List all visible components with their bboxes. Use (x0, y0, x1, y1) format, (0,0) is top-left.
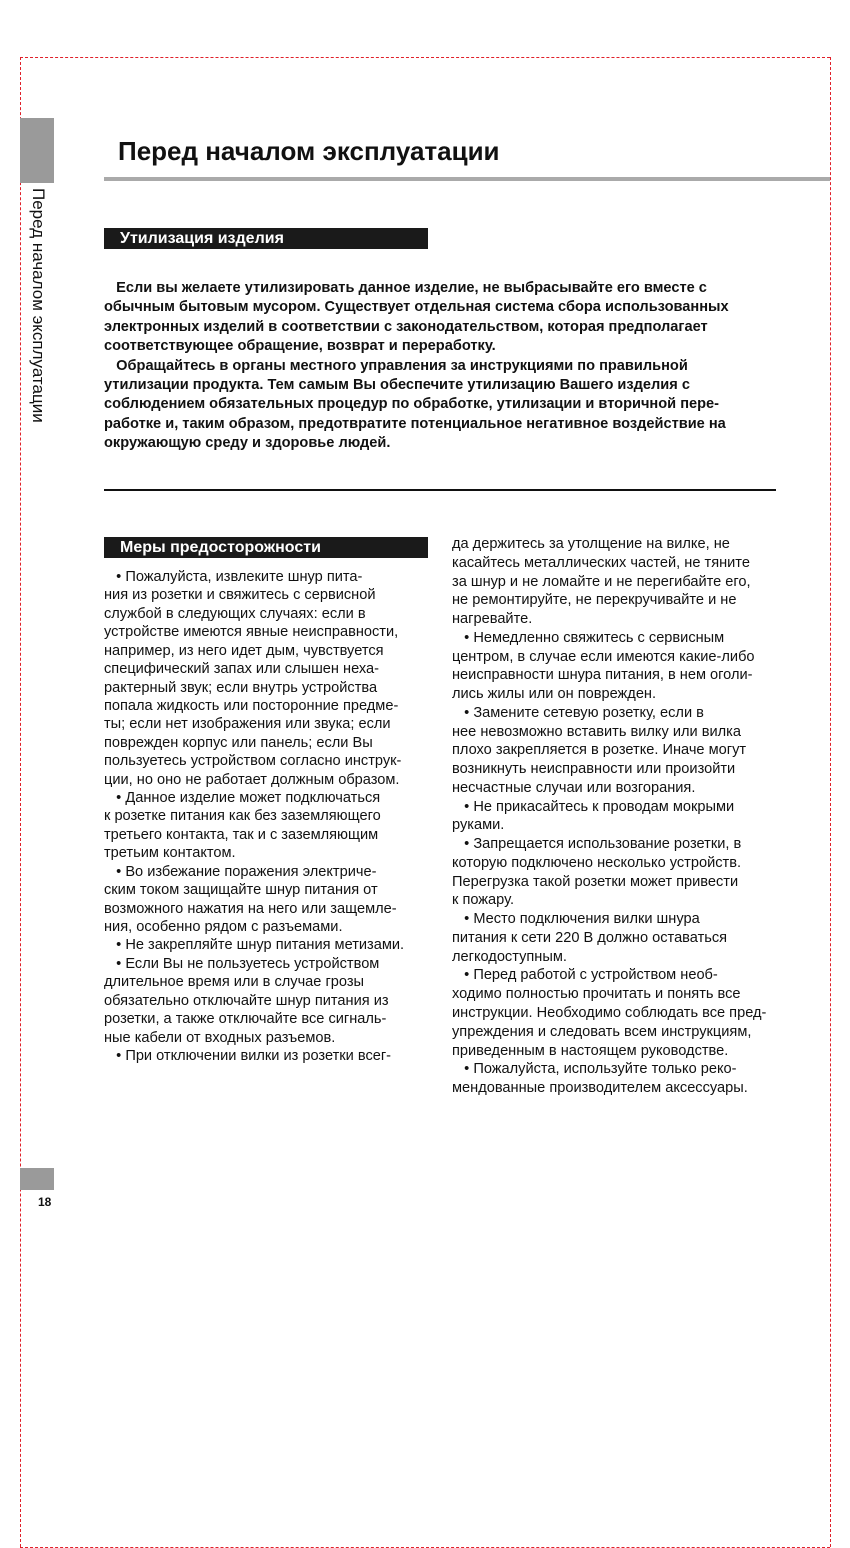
text-line: поврежден корпус или панель; если Вы (104, 734, 373, 751)
text-line: плохо закрепляется в розетке. Иначе могут (452, 742, 747, 759)
text-line: • Пожалуйста, используйте только реко- (452, 1061, 737, 1078)
text-line: • Во избежание поражения электриче- (104, 863, 377, 880)
text-line: которую подключено несколько устройств. (452, 854, 742, 871)
text-line: • Запрещается использование розетки, в (452, 836, 742, 853)
text-line: нее невозможно вставить вилку или вилка (452, 723, 741, 740)
text-line: неисправности шнура питания, в нем оголи- (452, 667, 753, 684)
text-line: Если вы желаете утилизировать данное изделие, не выбрасывайте его вместе с (104, 280, 707, 296)
title-divider (104, 177, 830, 181)
text-line: мендованные производителем аксессуары. (452, 1080, 748, 1097)
crop-border-right (830, 57, 831, 1547)
text-line: например, из него идет дым, чувствуется (104, 642, 384, 659)
page-number-marker (20, 1168, 54, 1190)
text-line: • Перед работой с устройством необ- (452, 967, 718, 984)
crop-border-top (20, 57, 830, 58)
text-line: центром, в случае если имеются какие-либо (452, 648, 755, 665)
text-line: третьим контактом. (104, 845, 236, 862)
text-line: специфический запах или слышен неха- (104, 661, 380, 678)
text-line: длительное время или в случае грозы (104, 974, 365, 991)
text-line: • Пожалуйста, извлеките шнур пита- (104, 569, 363, 585)
text-line: приведенным в настоящем руководстве. (452, 1042, 729, 1059)
text-line: утилизации продукта. Тем самым Вы обеспечите утилизацию Вашего изделия с (104, 377, 690, 393)
text-line: ния из розетки и свяжитесь с сервисной (104, 587, 376, 604)
text-line: • Если Вы не пользуетесь устройством (104, 955, 380, 972)
text-line: питания к сети 220 В должно оставаться (452, 929, 728, 946)
text-line: Обращайтесь в органы местного управления за инструкциями по правильной (104, 357, 688, 374)
text-line: нагревайте. (452, 611, 533, 628)
text-line: ходимо полностью прочитать и понять все (452, 986, 741, 1003)
text-line: • Место подключения вилки шнура (452, 911, 700, 928)
text-line: возникнуть неисправности или произойти (452, 761, 736, 778)
text-line: легкодоступным. (452, 948, 567, 965)
text-line: рактерный звук; если внутрь устройства (104, 679, 378, 696)
text-line: ты; если нет изображения или звука; если (104, 716, 391, 733)
text-line: да держитесь за утолщение на вилке, не (452, 536, 730, 552)
text-line: ные кабели от входных разъемов. (104, 1029, 336, 1046)
text-line: инструкции. Необходимо соблюдать все пред- (452, 1005, 767, 1021)
side-tab-marker (20, 118, 54, 183)
page-number: 18 (38, 1195, 52, 1209)
text-line: розетки, а также отключайте все сигналь- (104, 1011, 387, 1028)
text-line: соответствующее обращение, возврат и переработку. (104, 338, 496, 355)
section-heading-precautions: Меры предосторожности (104, 537, 428, 558)
text-line: ния, особенно рядом с разъемами. (104, 918, 343, 935)
text-line: к розетке питания как без заземляющего (104, 808, 381, 825)
text-line: возможного нажатия на него или защемле- (104, 900, 397, 917)
text-line: ским током защищайте шнур питания от (104, 882, 378, 899)
text-line: к пожару. (452, 892, 515, 909)
text-line: окружающую среду и здоровье людей. (104, 435, 391, 452)
text-line: работке и, таким образом, предотвратите потенциальное негативное воздействие на (104, 415, 726, 432)
text-line: • Немедленно свяжитесь с сервисным (452, 629, 725, 646)
text-line: за шнур и не ломайте и не перегибайте его, (452, 573, 751, 590)
text-line: обязательно отключайте шнур питания из (104, 992, 389, 1009)
text-line: лись жилы или он поврежден. (452, 686, 657, 703)
text-line: ции, но оно не работает должным образом. (104, 771, 400, 788)
text-line: касайтесь металлических частей, не тяните (452, 554, 750, 571)
text-line: попала жидкость или посторонние предме- (104, 697, 399, 714)
section-heading-disposal: Утилизация изделия (104, 228, 428, 249)
text-line: обычным бытовым мусором. Существует отдельная система сбора использованных (104, 299, 729, 316)
text-line: руками. (452, 817, 505, 834)
page-title: Перед началом эксплуатации (118, 136, 500, 166)
text-line: Перегрузка такой розетки может привести (452, 873, 739, 890)
text-line: • При отключении вилки из розетки всег- (104, 1047, 392, 1064)
section-divider (104, 489, 776, 491)
text-line: несчастные случаи или возгорания. (452, 779, 696, 796)
text-line: упреждения и следовать всем инструкциям, (452, 1023, 752, 1040)
text-line: • Данное изделие может подключаться (104, 790, 381, 807)
text-line: устройстве имеются явные неисправности, (104, 624, 399, 641)
text-line: соблюдением обязательных процедур по обработке, утилизации и вторичной пере- (104, 396, 720, 413)
text-line: пользуетесь устройством согласно инструк- (104, 753, 402, 770)
text-line: службой в следующих случаях: если в (104, 605, 366, 622)
text-line: третьего контакта, так и с заземляющим (104, 826, 379, 843)
side-chapter-label: Перед началом эксплуатации (29, 188, 48, 423)
text-line: • Замените сетевую розетку, если в (452, 704, 704, 721)
crop-border-left (20, 57, 21, 1547)
text-line: • Не закрепляйте шнур питания метизами. (104, 937, 405, 954)
text-line: электронных изделий в соответствии с законодательством, которая предполагает (104, 318, 708, 335)
text-line: не ремонтируйте, не перекручивайте и не (452, 592, 737, 609)
text-line: • Не прикасайтесь к проводам мокрыми (452, 798, 735, 815)
